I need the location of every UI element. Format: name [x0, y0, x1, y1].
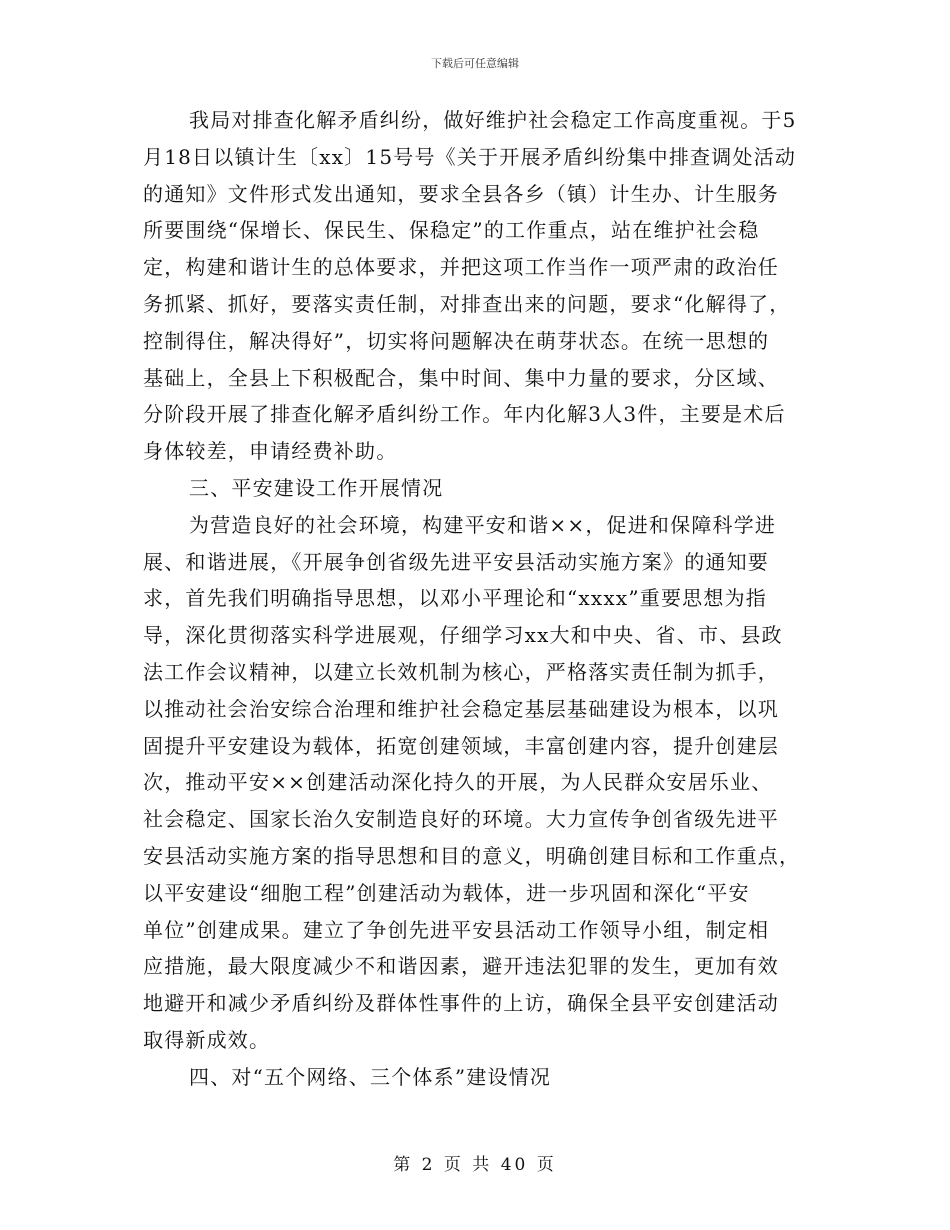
paragraph-line: 取得新成效。 — [143, 1027, 271, 1052]
paragraph-line: 次，推动平安××创建活动深化持久的开展，为人民群众安居乐业、 — [143, 770, 773, 795]
paragraph-line: 展、和谐进展，《开展争创省级先进平安县活动实施方案》的通知要 — [143, 549, 769, 574]
paragraph-line: 固提升平安建设为载体，拓宽创建领域，丰富创建内容，提升创建层 — [143, 733, 779, 758]
page-header: 下载后可任意编辑 — [431, 57, 519, 70]
paragraph-line: 分阶段开展了排查化解矛盾纠纷工作。年内化解3人3件，主要是术后 — [143, 402, 786, 427]
page-footer: 第 2 页 共 40 页 — [393, 1155, 557, 1175]
paragraph-line: 安县活动实施方案的指导思想和目的意义，明确创建目标和工作重点， — [143, 843, 801, 868]
paragraph-line: 身体较差，申请经费补助。 — [143, 439, 398, 464]
paragraph-line: 地避开和减少矛盾纠纷及群体性事件的上访，确保全县平安创建活动 — [143, 991, 779, 1016]
paragraph-line: 我局对排查化解矛盾纠纷，做好维护社会稳定工作高度重视。于5 — [189, 108, 797, 132]
paragraph-line: 导，深化贯彻落实科学进展观，仔细学习xx大和中央、省、市、县政 — [143, 623, 783, 648]
paragraph-line: 控制得住，解决得好”，切实将问题解决在萌芽状态。在统一思想的 — [143, 328, 770, 353]
paragraph-line: 单位”创建成果。建立了争创先进平安县活动工作领导小组，制定相 — [143, 917, 770, 942]
paragraph-line: 求，首先我们明确指导思想，以邓小平理论和“xxxx”重要思想为指 — [143, 586, 767, 611]
paragraph-line: 以平安建设“细胞工程”创建活动为载体，进一步巩固和深化“平安 — [143, 880, 750, 905]
paragraph-line: 应措施，最大限度减少不和谐因素，避开违法犯罪的发生，更加有效 — [143, 954, 779, 979]
paragraph-line: 社会稳定、国家长治久安制造良好的环境。大力宣传争创省级先进平 — [143, 807, 779, 832]
document-body — [143, 102, 815, 1096]
section-heading: 三、平安建设工作开展情况 — [189, 475, 444, 500]
paragraph-line: 务抓紧、抓好，要落实责任制，对排查出来的问题，要求“化解得了， — [143, 291, 791, 316]
paragraph-line: 法工作会议精神，以建立长效机制为核心，严格落实责任制为抓手， — [143, 659, 779, 684]
paragraph-line: 月18日以镇计生〔xx〕15号号《关于开展矛盾纠纷集中排查调处活动 — [143, 144, 797, 169]
paragraph-line: 所要围绕“保增长、保民生、保稳定”的工作重点，站在维护社会稳 — [143, 218, 760, 243]
paragraph-line: 以推动社会治安综合治理和维护社会稳定基层基础建设为根本，以巩 — [143, 696, 779, 721]
section-heading: 四、对“五个网络、三个体系”建设情况 — [189, 1064, 552, 1089]
paragraph-line: 定，构建和谐计生的总体要求，并把这项工作当作一项严肃的政治任 — [143, 255, 779, 280]
paragraph-line: 为营造良好的社会环境，构建平安和谐××，促进和保障科学进 — [189, 512, 777, 537]
paragraph-line: 基础上，全县上下积极配合，集中时间、集中力量的要求，分区域、 — [143, 365, 779, 390]
paragraph-line: 的通知》文件形式发出通知，要求全县各乡（镇）计生办、计生服务 — [143, 181, 779, 206]
